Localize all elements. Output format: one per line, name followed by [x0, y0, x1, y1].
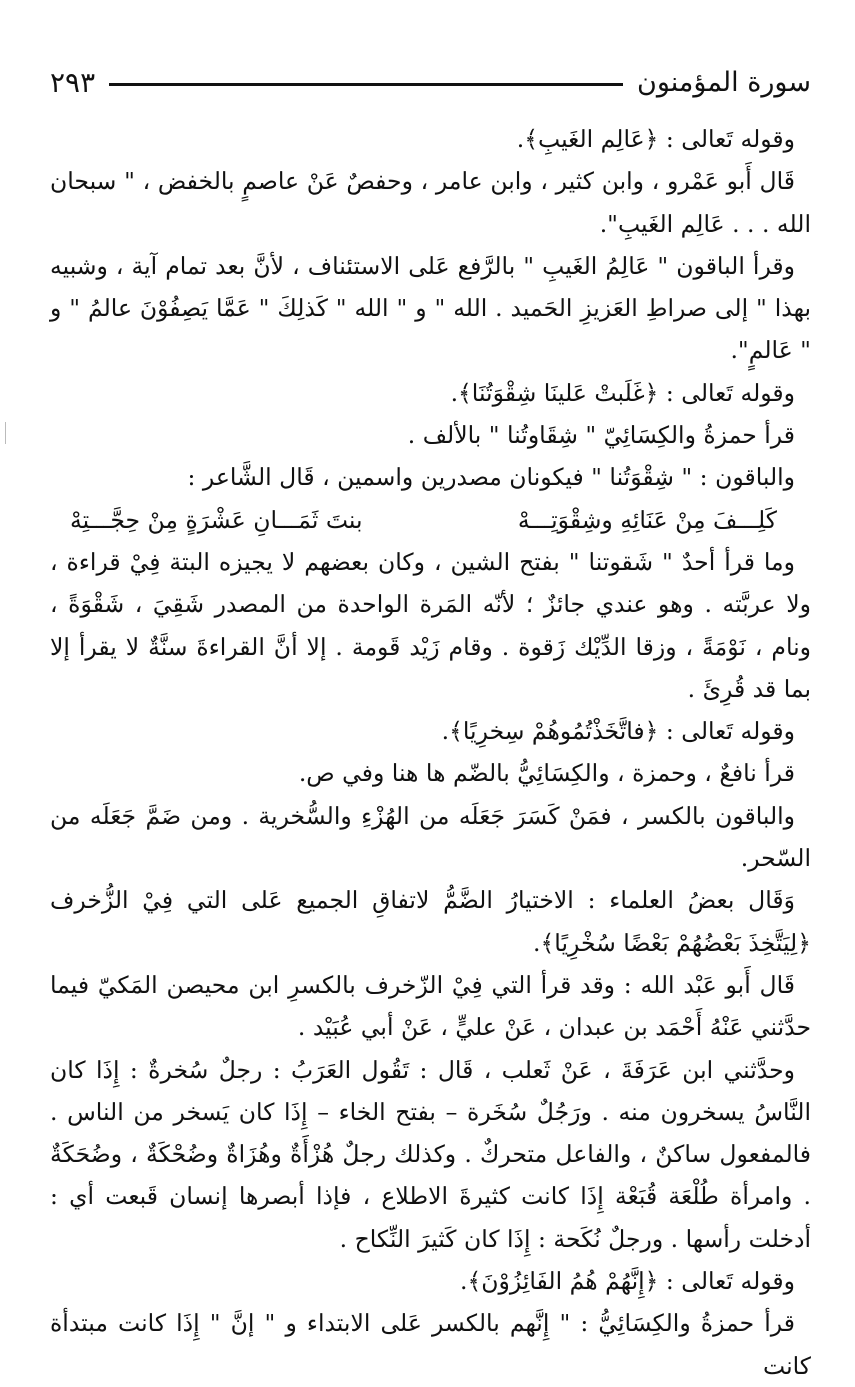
- verse-citation: وقوله تَعالى : ﴿عَالِم الغَيبِ﴾.: [516, 125, 795, 153]
- paragraph: قَال أَبو عَمْرو ، وابن كثير ، وابن عامر ، وحفصٌ عَنْ عاصمٍ بالخفض ، " سبحان الله . . . عَالِم الغَيبِ".: [50, 167, 811, 238]
- paragraph: قرأ نافعٌ ، وحمزة ، والكِسَائِيُّ بالضّم ها هنا وفي ص.: [298, 759, 795, 788]
- paragraph: وَقَال بعضُ العلماء : الاختيارُ الضَّمُّ لاتفاقِ الجميع عَلى التي فِيْ الزُّخرف ﴿لِيَتَّخِذَ بَعْضُهُمْ بَعْضًا سُخْرِيًا﴾.: [50, 886, 811, 957]
- paragraph: وقرأ الباقون " عَالِمُ الغَيبِ " بالرَّفع عَلى الاستئناف ، لأنَّ بعد تمام آية ، وشبيه بهذا " إلى صراطِ العَزيزِ الحَميد . الله " و " الله " كَذلِكَ " عَمَّا يَصِفُوْنَ عالمُ " و " عَالمٍ".: [50, 251, 811, 365]
- verse-citation: وقوله تَعالى : ﴿غَلَبتْ عَلينَا شِقْوَتُنَا﴾.: [450, 378, 795, 407]
- margin-mark: [5, 422, 8, 444]
- header-rule: [109, 83, 623, 86]
- paragraph: والباقون : " شِقْوَتُنا " فيكونان مصدرين واسمين ، قَال الشَّاعر :: [187, 463, 795, 492]
- surah-title: سورة المؤمنون: [636, 66, 811, 98]
- paragraph: والباقون بالكسر ، فمَنْ كَسَرَ جَعَلَه من الهُزْءِ والسُّخرية . ومن ضَمَّ جَعَلَه من السّحر.: [50, 801, 811, 873]
- paragraph: قرأ حمزةُ والكِسَائِيُّ : " إِنَّهم بالكسر عَلى الابتداء و " إنَّ " إِذَا كانت مبتدأة كانت: [50, 1309, 811, 1380]
- poem-first-hemistich: كَلِـــفَ مِنْ عَنَائِهِ وشِقْوَتِـــهْ: [517, 505, 777, 534]
- paragraph: قرأ حمزةُ والكِسَائِيّ " شِقَاوتُنا " بالألف .: [407, 421, 795, 450]
- page-number: ٢٩٣: [50, 65, 96, 99]
- poem-second-hemistich: بنتَ ثَمَـــانِ عَشْرَةٍ مِنْ حِجَّـــتِهْ: [70, 505, 363, 534]
- body-text: [50, 118, 811, 1380]
- page-header: [50, 62, 811, 102]
- paragraph: قَال أَبو عَبْد الله : وقد قرأ التي فِيْ الزّخرف بالكسرِ ابن محيصن المَكيّ فيما حدَّثني عَنْهُ أَحْمَد بن عبدان ، عَنْ عليٍّ ، عَنْ أبي عُبَيْد .: [50, 970, 811, 1042]
- verse-citation: وقوله تَعالى : ﴿إِنَّهُمْ هُمُ الفَائِزُوْنَ﴾.: [460, 1267, 795, 1296]
- paragraph: وحدَّثني ابن عَرَفَةَ ، عَنْ ثَعلب ، قَال : تَقُول العَرَبُ : رجلٌ سُخرةٌ : إِذَا كان النَّاسُ يسخرون منه . ورَجُلٌ سُخَرة – بفتح الخاء – إِذَا كان يَسخر من الناس . فالمفعول ساكنٌ ، والفاعل متحركٌ . وكذلك رجلٌ هُزْأَةٌ وهُزَاةٌ وضُحْكَةٌ ، وضُحَكَةٌ . وامرأة طُلْعَة قُبَعْة إِذَا كانت كثيرةَ الاطلاع ، فإذا أبصرها إنسان قَبعت أي : أدخلت رأسها . ورجلٌ نُكَحة : إِذَا كان كَثيرَ النِّكاح .: [50, 1055, 811, 1253]
- poem-verse: [50, 499, 811, 541]
- paragraph: وما قرأ أحدٌ " شَقوتنا " بفتح الشين ، وكان بعضهم لا يجيزه البتة فِيْ قراءة ، ولا عربَّته . وهو عندي جائزٌ ؛ لأنّه المَرة الواحدة من المصدر شَقِيَ ، شَقْوَةً ، ونام ، نَوْمَةً ، وزقا الدِّيْك زَقوة . وقام زَيْد قَومة . إلا أنَّ القراءةَ سنَّةٌ لا يقرأ إلا بما قد قُرِئَ .: [50, 547, 811, 703]
- verse-citation: وقوله تَعالى : ﴿فاتَّخَذْتُمُوهُمْ سِخرِيًا﴾.: [441, 717, 795, 746]
